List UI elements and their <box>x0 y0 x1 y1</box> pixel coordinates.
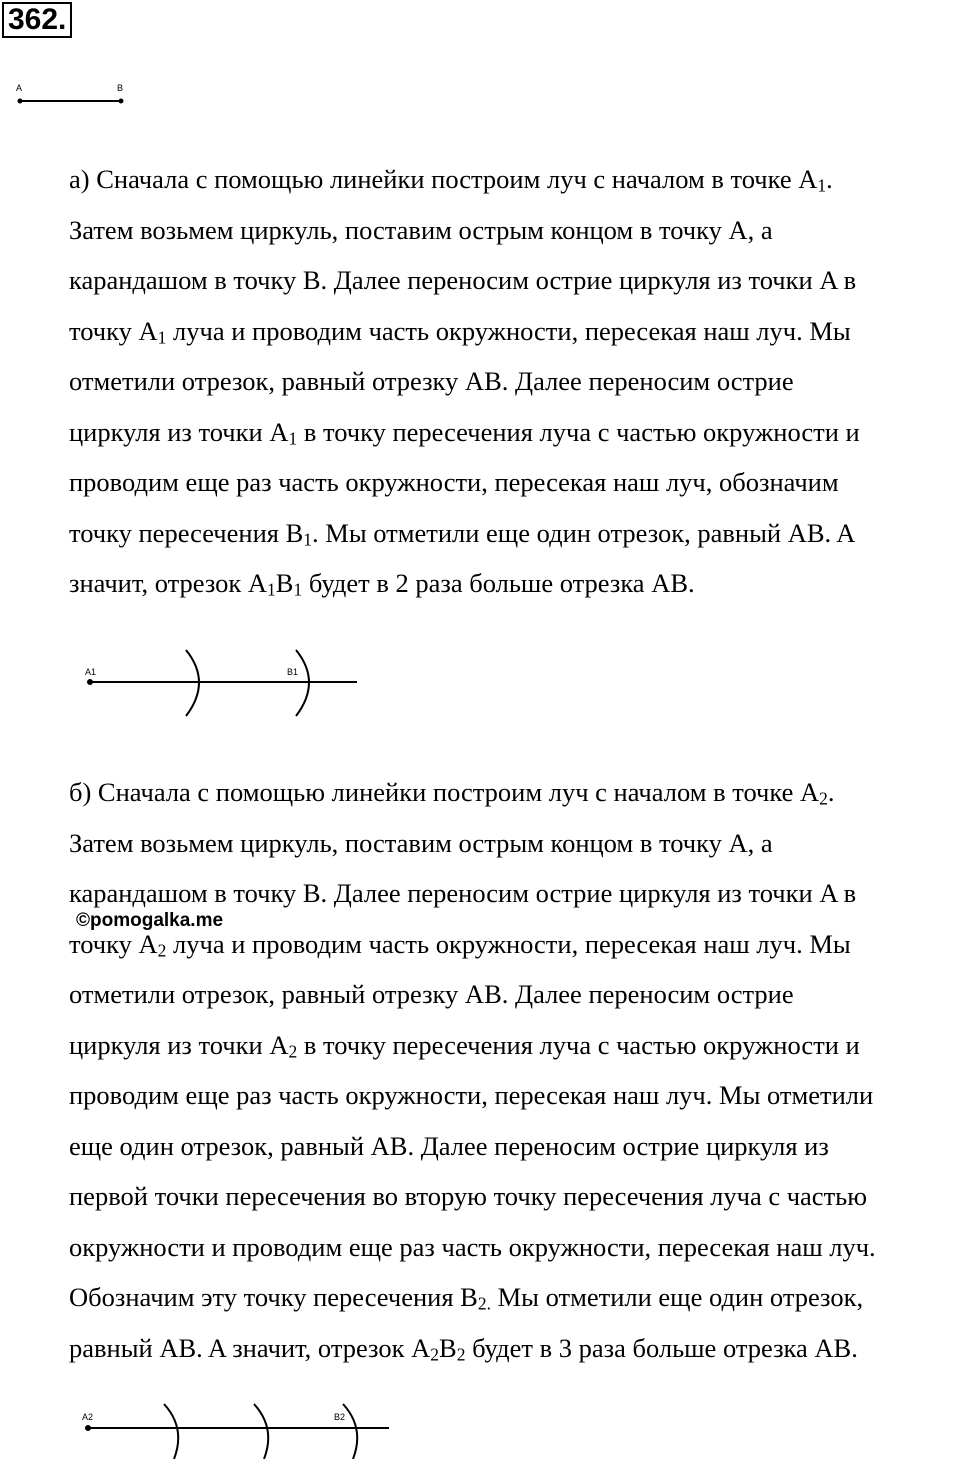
text-run: луча и проводим часть окружности, пересекая наш луч. Мы <box>166 928 851 959</box>
point-b1-label: B1 <box>287 667 299 677</box>
text-run: окружности и проводим еще раз часть окружности, пересекая наш луч. <box>69 1231 876 1262</box>
text-line <box>69 306 959 357</box>
subscript: 1 <box>157 326 167 347</box>
text-run: циркуля из точки A <box>69 416 289 447</box>
text-run: B <box>439 1332 457 1363</box>
text-line <box>69 1020 959 1071</box>
text-run: проводим еще раз часть окружности, пересекая наш луч, обозначим <box>69 467 839 497</box>
text-line <box>69 818 959 869</box>
watermark: ©pomogalka.me <box>76 910 224 931</box>
subscript: 2. <box>477 1293 491 1314</box>
construction-a-figure <box>80 645 370 725</box>
text-run: равный AB. A значит, отрезок A <box>69 1332 431 1363</box>
subscript: 2 <box>288 1040 298 1061</box>
subscript: 1 <box>303 528 312 549</box>
text-run: циркуля из точки A <box>69 1029 289 1060</box>
text-run: в точку пересечения луча с частью окружности и <box>297 1029 860 1060</box>
text-run: в точку пересечения луча с частью окружности и <box>297 416 860 447</box>
point-a2-label: A2 <box>82 1412 94 1422</box>
subscript: 2 <box>456 1343 466 1364</box>
text-line <box>69 457 959 508</box>
subscript: 1 <box>817 175 827 196</box>
text-line <box>69 1272 959 1323</box>
construction-b-figure <box>80 1400 400 1459</box>
text-run: . <box>826 164 833 194</box>
point-b2-label: B2 <box>334 1412 346 1422</box>
part-a-text <box>69 154 959 609</box>
text-run: первой точки пересечения во вторую точку пересечения луча с частью <box>69 1181 868 1211</box>
text-line <box>69 154 959 205</box>
text-line <box>69 407 959 458</box>
text-line <box>69 558 959 609</box>
subscript: 1 <box>267 579 276 600</box>
text-run: значит, отрезок A <box>69 568 268 598</box>
text-run: карандашом в точку B. Далее переносим острие циркуля из точки A в <box>69 265 857 295</box>
point-a-label: A <box>16 83 23 93</box>
text-run: Мы отметили еще один отрезок, <box>490 1282 864 1312</box>
text-run: B <box>275 568 294 598</box>
text-run: б) Сначала с помощью линейки построим луч с началом в точке A <box>69 777 820 807</box>
text-line <box>69 255 959 306</box>
text-line <box>69 1323 959 1374</box>
point-a1-label: A1 <box>85 667 97 677</box>
text-line <box>69 1070 959 1121</box>
text-run: Затем возьмем циркуль, поставим острым концом в точку A, а <box>69 214 773 245</box>
subscript: 2 <box>157 939 167 960</box>
text-run: . <box>827 777 835 807</box>
text-run: Обозначим эту точку пересечения B <box>69 1282 478 1312</box>
text-line <box>69 767 959 818</box>
text-run: будет в 2 раза больше отрезка AB. <box>302 568 695 598</box>
text-line <box>69 508 959 559</box>
part-b-text <box>69 767 959 1373</box>
subscript: 1 <box>288 427 298 448</box>
text-run: отметили отрезок, равный отрезку AB. Далее переносим острие <box>69 979 794 1009</box>
subscript: 1 <box>293 579 303 600</box>
text-line <box>69 1171 959 1222</box>
text-line <box>69 1222 959 1273</box>
subscript: 2 <box>430 1343 440 1364</box>
subscript: 2 <box>819 788 828 809</box>
point-b-label: B <box>117 83 124 93</box>
text-run: а) Сначала с помощью линейки построим луч с началом в точке A <box>69 164 818 194</box>
text-run: карандашом в точку B. Далее переносим острие циркуля из точки A в <box>69 878 857 908</box>
text-line <box>69 969 959 1020</box>
text-line <box>69 205 959 256</box>
problem-number: 362. <box>2 2 72 38</box>
text-line <box>69 1121 959 1172</box>
text-run: луча и проводим часть окружности, пересекая наш луч. Мы <box>166 315 851 346</box>
text-run: проводим еще раз часть окружности, пересекая наш луч. Мы отметили <box>69 1080 874 1110</box>
text-run: Затем возьмем циркуль, поставим острым концом в точку A, а <box>69 827 773 858</box>
text-line <box>69 356 959 407</box>
text-run: будет в 3 раза больше отрезка AB. <box>465 1332 858 1363</box>
text-run: точку пересечения B <box>69 517 304 548</box>
text-run: . Мы отметили еще один отрезок, равный AB. A <box>312 517 856 548</box>
segment-ab-figure <box>10 80 140 110</box>
text-run: точку A <box>69 928 158 959</box>
text-run: еще один отрезок, равный AB. Далее переносим острие циркуля из <box>69 1130 829 1161</box>
text-run: отметили отрезок, равный отрезку AB. Далее переносим острие <box>69 366 794 396</box>
text-run: точку A <box>69 315 158 346</box>
